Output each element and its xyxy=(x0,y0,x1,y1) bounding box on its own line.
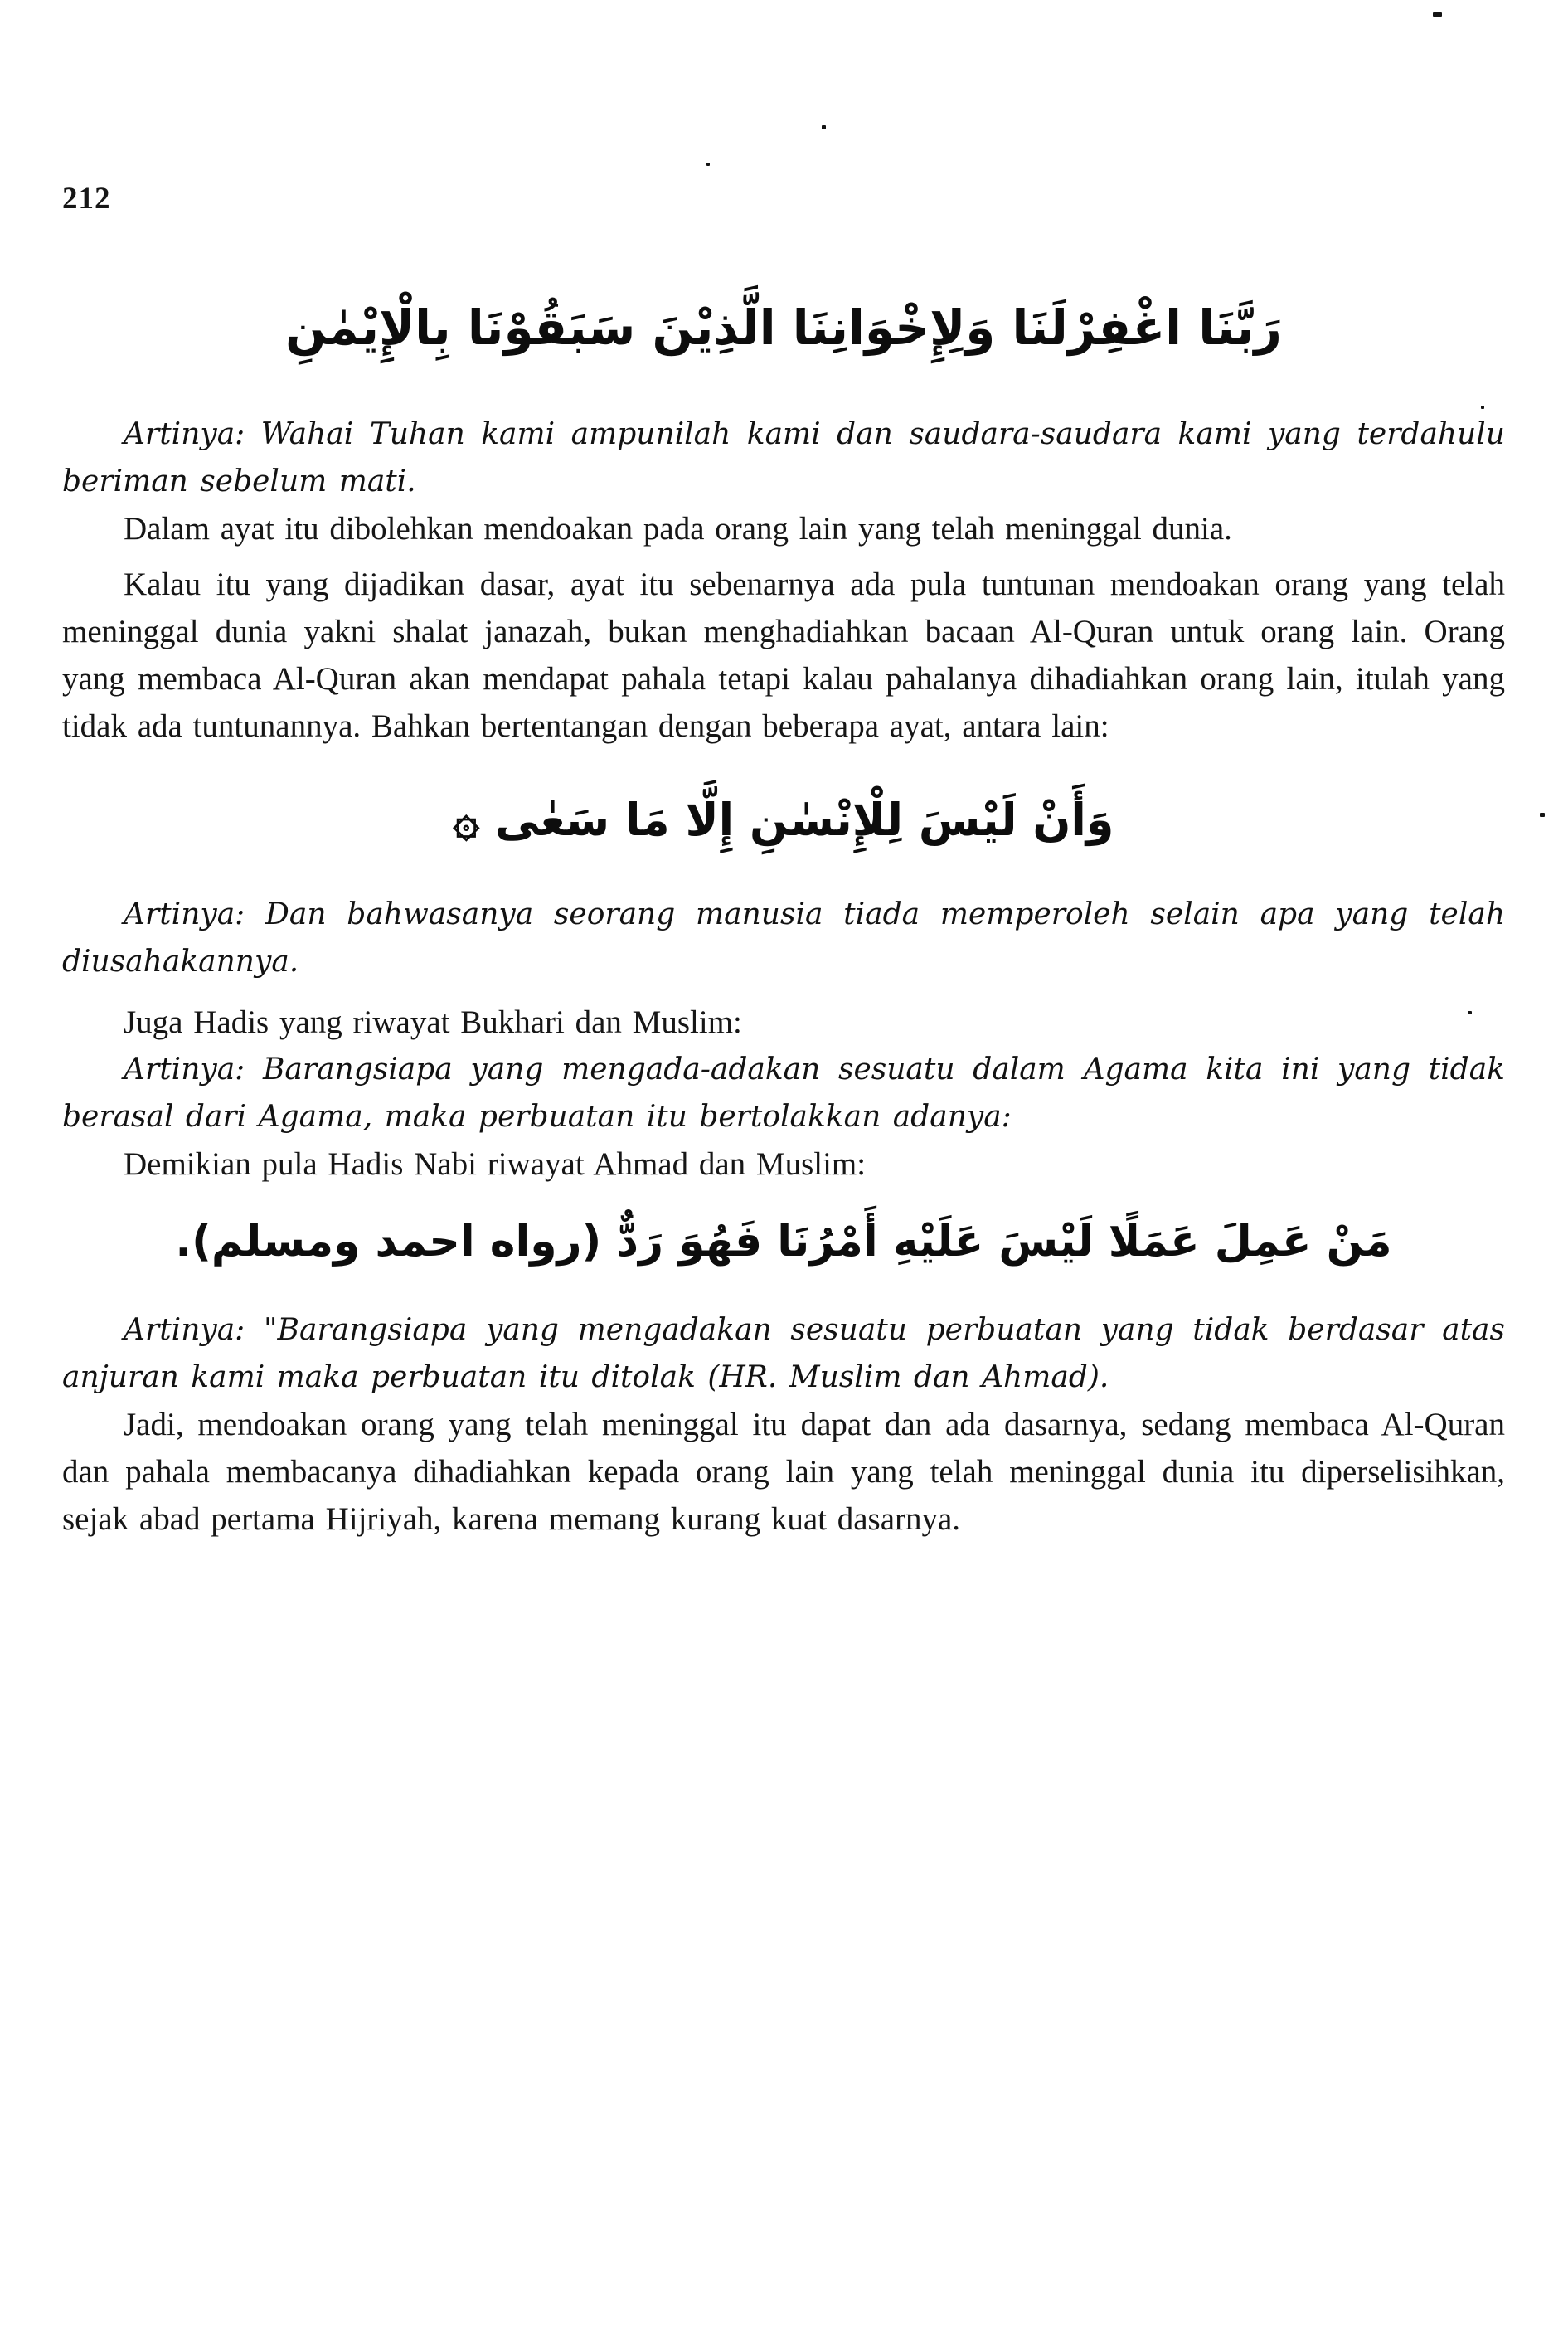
body-paragraph-5: Jadi, mendoakan orang yang telah meninggal itu dapat dan ada dasarnya, sedang membaca Al-Quran dan pahala membacanya dihadiahkan kepada orang lain yang telah meninggal dunia itu diperselisihkan, sejak abad pertama Hijriyah, karena memang kurang kuat dasarnya. xyxy=(62,1407,1505,1537)
arabic-verse-an-najm: وَأَنْ لَيْسَ لِلْإِنْسٰنِ إِلَّا مَا سَعٰى ۞ xyxy=(453,794,1114,846)
arabic-hadith-text: مَنْ عَمِلَ عَمَلًا لَيْسَ عَلَيْهِ أَمْرُنَا فَهُوَ رَدٌّ (رواه احمد ومسلم). xyxy=(175,1217,1392,1267)
page-number: 212 xyxy=(62,182,111,216)
body-paragraph-3: Juga Hadis yang riwayat Bukhari dan Muslim: xyxy=(124,1004,742,1040)
translation-verse-2: Artinya: Dan bahwasanya seorang manusia tiada memperoleh selain apa yang telah diusahakannya. xyxy=(62,897,1505,979)
scan-speck xyxy=(1540,813,1545,817)
translation-hadith-ahmad-muslim: Artinya: "Barangsiapa yang mengadakan sesuatu perbuatan yang tidak berdasar atas anjuran kami maka perbuatan itu ditolak (HR. Muslim dan Ahmad). xyxy=(62,1313,1505,1394)
translation-verse-1: Artinya: Wahai Tuhan kami ampunilah kami dan saudara-saudara kami yang terdahulu beriman sebelum mati. xyxy=(62,417,1505,498)
translation-hadith-bukhari-muslim: Artinya: Barangsiapa yang mengada-adakan sesuatu dalam Agama kita ini yang tidak berasal dari Agama, maka perbuatan itu bertolakkan adanya: xyxy=(62,1053,1505,1134)
scan-speck xyxy=(1481,406,1484,409)
page-content xyxy=(0,178,1568,1543)
body-paragraph-2: Kalau itu yang dijadikan dasar, ayat itu sebenarnya ada pula tuntunan mendoakan orang yang telah meninggal dunia yakni shalat janazah, bukan menghadiahkan bacaan Al-Quran untuk orang lain. Orang yang membaca Al-Quran akan mendapat pahala tetapi kalau pahalanya dihadiahkan orang lain, itulah yang tidak ada tuntunannya. Bahkan bertentangan dengan beberapa ayat, antara lain: xyxy=(62,566,1505,744)
scan-speck xyxy=(1468,1011,1472,1014)
body-paragraph-1: Dalam ayat itu dibolehkan mendoakan pada orang lain yang telah meninggal dunia. xyxy=(124,511,1232,547)
scan-speck xyxy=(706,163,710,166)
arabic-verse-al-hashr: رَبَّنَا اغْفِرْلَنَا وَلِإِخْوَانِنَا الَّذِيْنَ سَبَقُوْنَا بِالْإِيْمٰنِ xyxy=(285,299,1282,356)
scan-speck xyxy=(822,125,826,129)
scan-speck xyxy=(1433,12,1442,17)
body-paragraph-4: Demikian pula Hadis Nabi riwayat Ahmad dan Muslim: xyxy=(124,1146,867,1182)
